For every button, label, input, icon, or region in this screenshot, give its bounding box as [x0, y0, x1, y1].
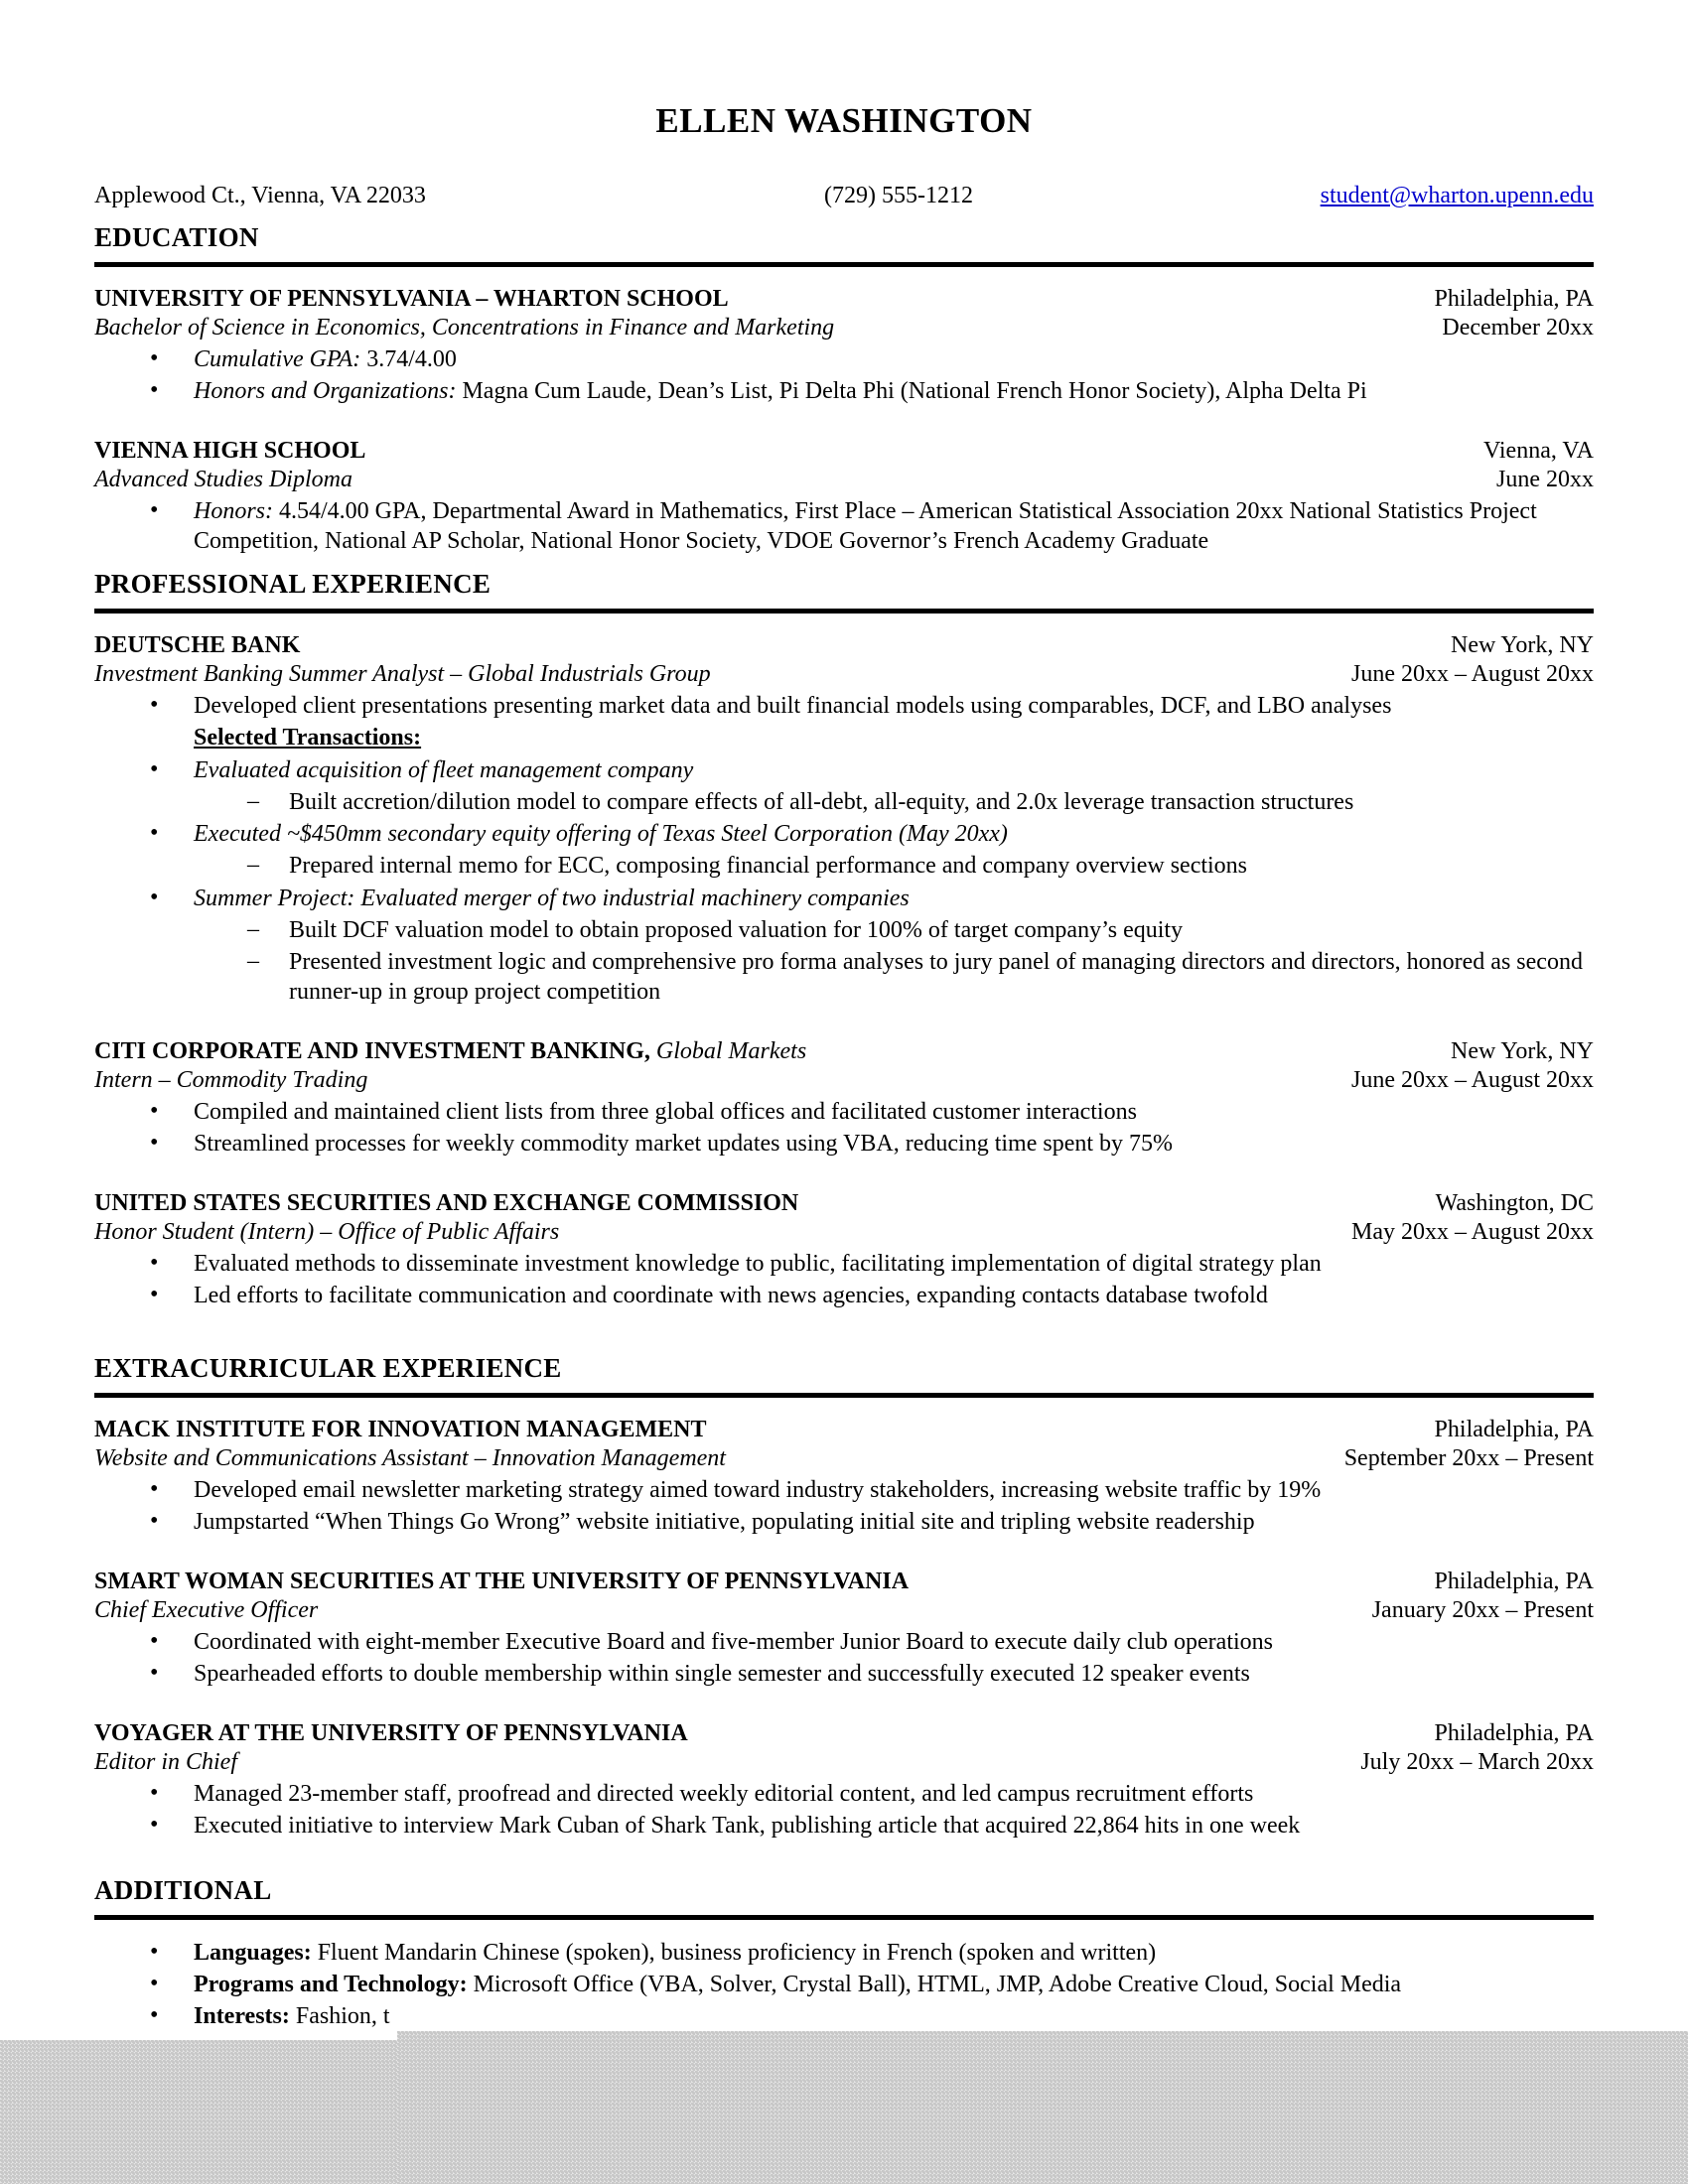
list-item: • Compiled and maintained client lists from three global offices and facilitated customer interactions: [94, 1097, 1594, 1127]
transactions-list: [94, 755, 1594, 1008]
location: Philadelphia, PA: [1434, 1416, 1594, 1442]
role-title: Chief Executive Officer: [94, 1596, 319, 1623]
sub-list-item: – Built accretion/dilution model to compare effects of all-debt, all-equity, and 2.0x leverage transaction structures: [194, 787, 1594, 817]
role-title: Investment Banking Summer Analyst – Global Industrials Group: [94, 660, 711, 687]
spacer: [94, 411, 1594, 437]
role-title: Bachelor of Science in Economics, Concentrations in Finance and Marketing: [94, 314, 835, 341]
sub-list-item: – Prepared internal memo for ECC, composing financial performance and company overview sections: [194, 851, 1594, 881]
spacer: [94, 1542, 1594, 1568]
sub-bullet-list: [194, 787, 1594, 817]
viewport-clipped-area-left: [0, 2040, 397, 2184]
selected-transactions-label: Selected Transactions:: [194, 725, 422, 751]
organization-name: VIENNA HIGH SCHOOL: [94, 437, 366, 464]
bullet-text: 3.74/4.00: [360, 346, 457, 373]
list-item: • Streamlined processes for weekly commodity market updates using VBA, reducing time spent by 75%: [94, 1129, 1594, 1159]
bullet-text: Magna Cum Laude, Dean’s List, Pi Delta Phi (National French Honor Society), Alpha Delta Pi: [456, 378, 1367, 405]
sub-list-item: – Presented investment logic and comprehensive pro forma analyses to jury panel of managing directors and directors, honored as second runner-up in group project competition: [194, 947, 1594, 1007]
contact-email[interactable]: [1087, 182, 1594, 210]
organization-name-main: CITI CORPORATE AND INVESTMENT BANKING,: [94, 1037, 650, 1064]
bullet-list: [94, 1249, 1594, 1310]
bullet-label: Honors and Organizations:: [194, 378, 457, 405]
spacer: [94, 1694, 1594, 1719]
dates: September 20xx – Present: [1343, 1444, 1594, 1471]
additional-bullet-list: [94, 1938, 1594, 2032]
bullet-list: [94, 496, 1594, 556]
extracurricular-entry-voyager: [94, 1719, 1594, 1842]
experience-entry-deutsche-bank: [94, 631, 1594, 1008]
organization-name: [94, 1037, 1336, 1066]
location: Philadelphia, PA: [1434, 285, 1594, 312]
education-entry-vienna: [94, 437, 1594, 557]
role-title: Website and Communications Assistant – Innovation Management: [94, 1444, 726, 1471]
sub-bullet-list: [194, 851, 1594, 881]
bullet-label: Honors:: [194, 498, 274, 525]
section-heading-professional: PROFESSIONAL EXPERIENCE: [94, 568, 492, 599]
list-item: [94, 376, 1594, 406]
bullet-text: Microsoft Office (VBA, Solver, Crystal Ball), HTML, JMP, Adobe Creative Cloud, Social Media: [467, 1971, 1402, 1997]
extracurricular-entry-sws: [94, 1568, 1594, 1690]
transaction-headline: Summer Project: Evaluated merger of two industrial machinery companies: [194, 885, 910, 911]
transaction-headline: Executed ~$450mm secondary equity offering of Texas Steel Corporation (May 20xx): [194, 821, 1008, 848]
organization-name: VOYAGER AT THE UNIVERSITY OF PENNSYLVANIA: [94, 1719, 688, 1746]
sub-bullet-list: [194, 915, 1594, 1008]
list-item: • Coordinated with eight-member Executive Board and five-member Junior Board to execute daily club operations: [94, 1627, 1594, 1657]
experience-entry-citi: [94, 1037, 1594, 1160]
extracurricular-entry-mack: [94, 1416, 1594, 1538]
list-item: • Developed email newsletter marketing strategy aimed toward industry stakeholders, increasing website traffic by 19%: [94, 1475, 1594, 1505]
list-item: • Led efforts to facilitate communication and coordinate with news agencies, expanding contacts database twofold: [94, 1281, 1594, 1310]
location: Philadelphia, PA: [1434, 1719, 1594, 1746]
organization-name: MACK INSTITUTE FOR INNOVATION MANAGEMENT: [94, 1416, 707, 1442]
dates: June 20xx – August 20xx: [1350, 1066, 1594, 1093]
list-item: [94, 344, 1594, 374]
list-item: [94, 1970, 1594, 1999]
bullet-label: Cumulative GPA:: [194, 346, 361, 373]
spacer: [94, 1163, 1594, 1189]
location: Washington, DC: [1435, 1189, 1594, 1216]
list-item: [94, 884, 1594, 1008]
bullet-list: [94, 1475, 1594, 1537]
contact-row: [94, 182, 1594, 210]
bullet-list: [94, 1779, 1594, 1841]
bullet-list: [94, 691, 1594, 721]
dates: January 20xx – Present: [1371, 1596, 1594, 1623]
list-item: [94, 2001, 1594, 2031]
organization-name: DEUTSCHE BANK: [94, 631, 301, 658]
list-item: • Evaluated methods to disseminate investment knowledge to public, facilitating implementation of digital strategy plan: [94, 1249, 1594, 1279]
education-entry-penn: [94, 285, 1594, 407]
dates: December 20xx: [1442, 314, 1594, 341]
section-rule-education: [94, 262, 1594, 267]
role-title: Honor Student (Intern) – Office of Public Affairs: [94, 1218, 560, 1245]
spacer: [94, 1315, 1594, 1341]
section-rule-additional: [94, 1915, 1594, 1920]
bullet-list: [94, 1627, 1594, 1689]
page-title: ELLEN WASHINGTON: [655, 101, 1033, 140]
section-rule-extracurricular: [94, 1393, 1594, 1398]
bullet-text: Fashion, t: [289, 2003, 390, 2030]
dates: June 20xx – August 20xx: [1350, 660, 1594, 687]
list-item: • Spearheaded efforts to double membership within single semester and successfully executed 12 speaker events: [94, 1659, 1594, 1689]
bullet-label: Languages:: [194, 1939, 312, 1966]
list-item: [94, 1938, 1594, 1968]
location: New York, NY: [1450, 1037, 1594, 1064]
role-title: Advanced Studies Diploma: [94, 466, 352, 492]
dates: June 20xx: [1496, 466, 1594, 492]
experience-entry-sec: [94, 1189, 1594, 1311]
bullet-label: Interests:: [194, 2003, 290, 2030]
section-heading-extracurricular: EXTRACURRICULAR EXPERIENCE: [94, 1352, 562, 1383]
location: Vienna, VA: [1483, 437, 1594, 464]
location: New York, NY: [1450, 631, 1594, 658]
contact-address: Applewood Ct., Vienna, VA 22033: [94, 182, 426, 208]
role-title: Editor in Chief: [94, 1748, 237, 1775]
transaction-headline: Evaluated acquisition of fleet management company: [194, 756, 694, 783]
dates: July 20xx – March 20xx: [1360, 1748, 1594, 1775]
list-item: • Managed 23-member staff, proofread and directed weekly editorial content, and led campus recruitment efforts: [94, 1779, 1594, 1809]
dates: May 20xx – August 20xx: [1350, 1218, 1594, 1245]
contact-phone: (729) 555-1212: [824, 182, 973, 208]
organization-name: SMART WOMAN SECURITIES AT THE UNIVERSITY OF PENNSYLVANIA: [94, 1568, 910, 1594]
list-item: • Executed initiative to interview Mark Cuban of Shark Tank, publishing article that acquired 22,864 hits in one week: [94, 1811, 1594, 1841]
organization-name: UNITED STATES SECURITIES AND EXCHANGE COMMISSION: [94, 1189, 799, 1216]
location: Philadelphia, PA: [1434, 1568, 1594, 1594]
list-item: • Jumpstarted “When Things Go Wrong” website initiative, populating initial site and tripling website readership: [94, 1507, 1594, 1537]
section-rule-professional: [94, 609, 1594, 614]
bullet-text: Fluent Mandarin Chinese (spoken), business proficiency in French (spoken and written): [311, 1939, 1157, 1966]
viewport-clipped-area-right: [397, 2031, 1688, 2184]
bullet-label: Programs and Technology:: [194, 1971, 468, 1997]
section-heading-education: EDUCATION: [94, 221, 259, 252]
list-item: [94, 496, 1594, 556]
sub-list-item: – Built DCF valuation model to obtain proposed valuation for 100% of target company’s equity: [194, 915, 1594, 945]
list-item: [94, 819, 1594, 881]
list-item: • Developed client presentations presenting market data and built financial models using comparables, DCF, and LBO analyses: [94, 691, 1594, 721]
organization-name: UNIVERSITY OF PENNSYLVANIA – WHARTON SCHOOL: [94, 285, 729, 312]
email-link[interactable]: student@wharton.upenn.edu: [1320, 182, 1594, 208]
spacer: [94, 1012, 1594, 1037]
list-item: [94, 755, 1594, 817]
organization-name-sub: Global Markets: [649, 1037, 807, 1064]
role-title: Intern – Commodity Trading: [94, 1066, 368, 1093]
bullet-text: 4.54/4.00 GPA, Departmental Award in Mathematics, First Place – American Statistical Association 20xx National Statistics Project Competition, National AP Scholar, National Honor Society, VDOE Governor’s French Academy Graduate: [194, 498, 1537, 555]
bullet-list: [94, 1097, 1594, 1159]
spacer: [94, 1845, 1594, 1863]
section-heading-additional: ADDITIONAL: [94, 1874, 272, 1905]
bullet-list: [94, 344, 1594, 406]
